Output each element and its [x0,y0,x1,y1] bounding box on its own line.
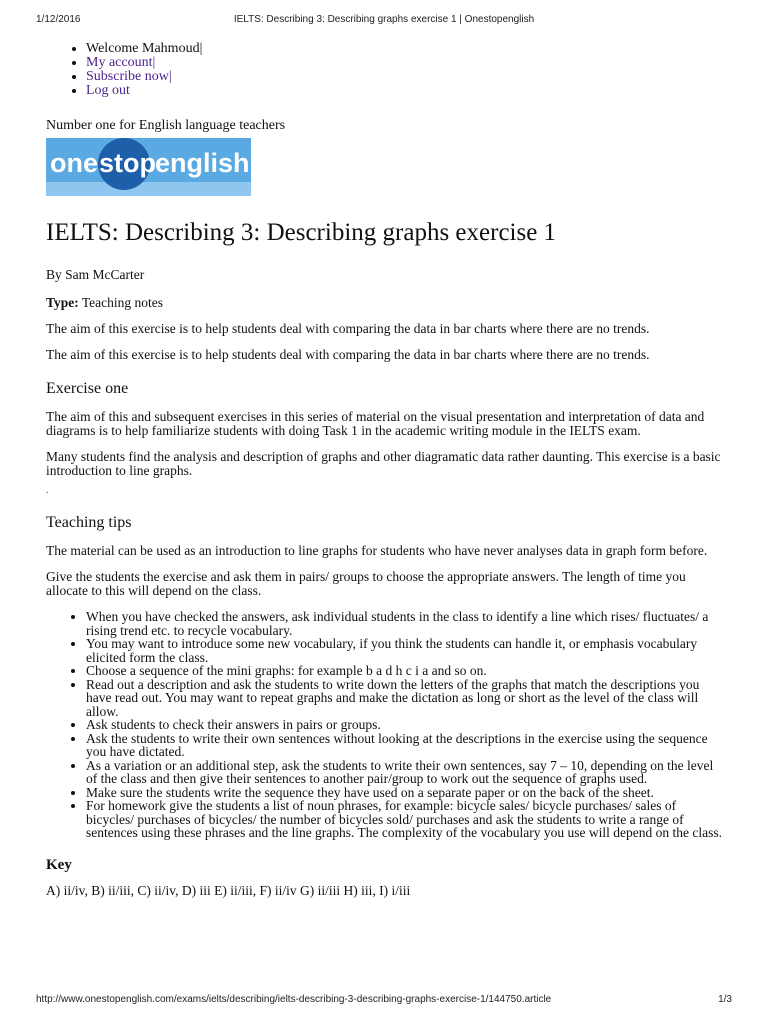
logo-graphic [46,138,251,196]
tip-item: • You may want to introduce some new vocabulary, if you think the students can handle it, or emphasis vocabulary elicited form the class. [86,637,726,664]
tip-item: • As a variation or an additional step, ask the students to write their own sentences, say 7 – 10, depending on the level of the class and then give their sentences to another pair/group to work out the sequence of graphs used. [86,759,726,786]
welcome-text: Welcome Mahmoud| [86,41,203,56]
site-tagline: Number one for English language teachers [46,118,286,133]
tips-paragraph-2: Give the students the exercise and ask them in pairs/ groups to choose the appropriate answers. The length of time you allocate to this will depend on the class. [46,569,686,598]
subscribe-link[interactable]: Subscribe now| [86,69,172,84]
logout-item[interactable] [86,84,726,98]
welcome-item [86,42,726,56]
stray-dot: . [46,485,49,496]
tip-item: • For homework give the students a list of noun phrases, for example: bicycle sales/ bicycle purchases/ sales of bicycles/ purchases of bicycles/ the number of bicycles sold/ purchases and ask the students to write a range of sentences using these phrases and the line graphs. The complexity of the vocabulary you use will depend on the class. [86,799,726,840]
key-answers: A) ii/iv, B) ii/iii, C) ii/iv, D) iii E) ii/iii, F) ii/iv G) ii/iii H) iii, I) i/iii [46,882,411,898]
logo-word-stop: stop [99,148,156,178]
onestopenglish-logo[interactable] [46,138,251,196]
tip-item: • Ask students to check their answers in pairs or groups. [86,718,726,732]
tip-item: • Make sure the students write the sequence they have used on a separate paper or on the back of the sheet. [86,786,726,800]
aim-paragraph-1: The aim of this exercise is to help students deal with comparing the data in bar charts where there are no trends. [46,321,650,336]
exercise-paragraph-2: Many students find the analysis and description of graphs and other diagramatic data rather daunting. This exercise is a basic introduction to line graphs. [46,449,721,478]
account-menu [46,42,726,98]
tip-item: • When you have checked the answers, ask individual students in the class to identify a line which rises/ fluctuates/ a rising trend etc. to recycle vocabulary. [86,610,726,637]
tip-item: • Choose a sequence of the mini graphs: for example b a d h c i a and so on. [86,664,726,678]
subscribe-item[interactable] [86,70,726,84]
exercise-paragraph-1: The aim of this and subsequent exercises in this series of material on the visual presentation and interpretation of data and diagrams is to help familiarize students with doing Task 1 in the academic writing module in the IELTS exam. [46,409,705,438]
tips-list [46,610,726,840]
key-heading: Key [46,856,72,873]
exercise-heading: Exercise one [46,380,129,397]
tips-paragraph-1: The material can be used as an introduction to line graphs for students who have never analyses data in graph form before. [46,543,708,558]
tip-item: • Ask the students to write their own sentences without looking at the descriptions in the exercise using the sequence you have dictated. [86,732,726,759]
print-page-title: IELTS: Describing 3: Describing graphs exercise 1 | Onestopenglish [233,14,535,25]
my-account-link[interactable]: My account| [86,55,156,70]
page-content [46,42,726,898]
logout-link[interactable]: Log out [86,83,130,98]
print-page-number: 1/3 [718,994,732,1005]
print-url: http://www.onestopenglish.com/exams/ielts/describing/ielts-describing-3-describing-graphs-exercise-1/144750.article [36,994,552,1005]
logo-word-one: one [50,148,99,178]
article-title: IELTS: Describing 3: Describing graphs exercise 1 [46,219,557,246]
tip-item: • Read out a description and ask the students to write down the letters of the graphs that match the descriptions you have read out. You may want to repeat graphs and make the dictation as long or short as the level of the class will allow. [86,678,726,719]
type-value: Teaching notes [78,295,164,310]
type-label: Type: [46,295,79,310]
byline: By Sam McCarter [46,267,145,282]
logo-word-english: english [155,148,250,178]
aim-paragraph-2: The aim of this exercise is to help students deal with comparing the data in bar charts where there are no trends. [46,347,650,362]
print-date: 1/12/2016 [36,14,81,25]
type-line [46,296,726,310]
tips-heading: Teaching tips [46,514,132,531]
my-account-item[interactable] [86,56,726,70]
